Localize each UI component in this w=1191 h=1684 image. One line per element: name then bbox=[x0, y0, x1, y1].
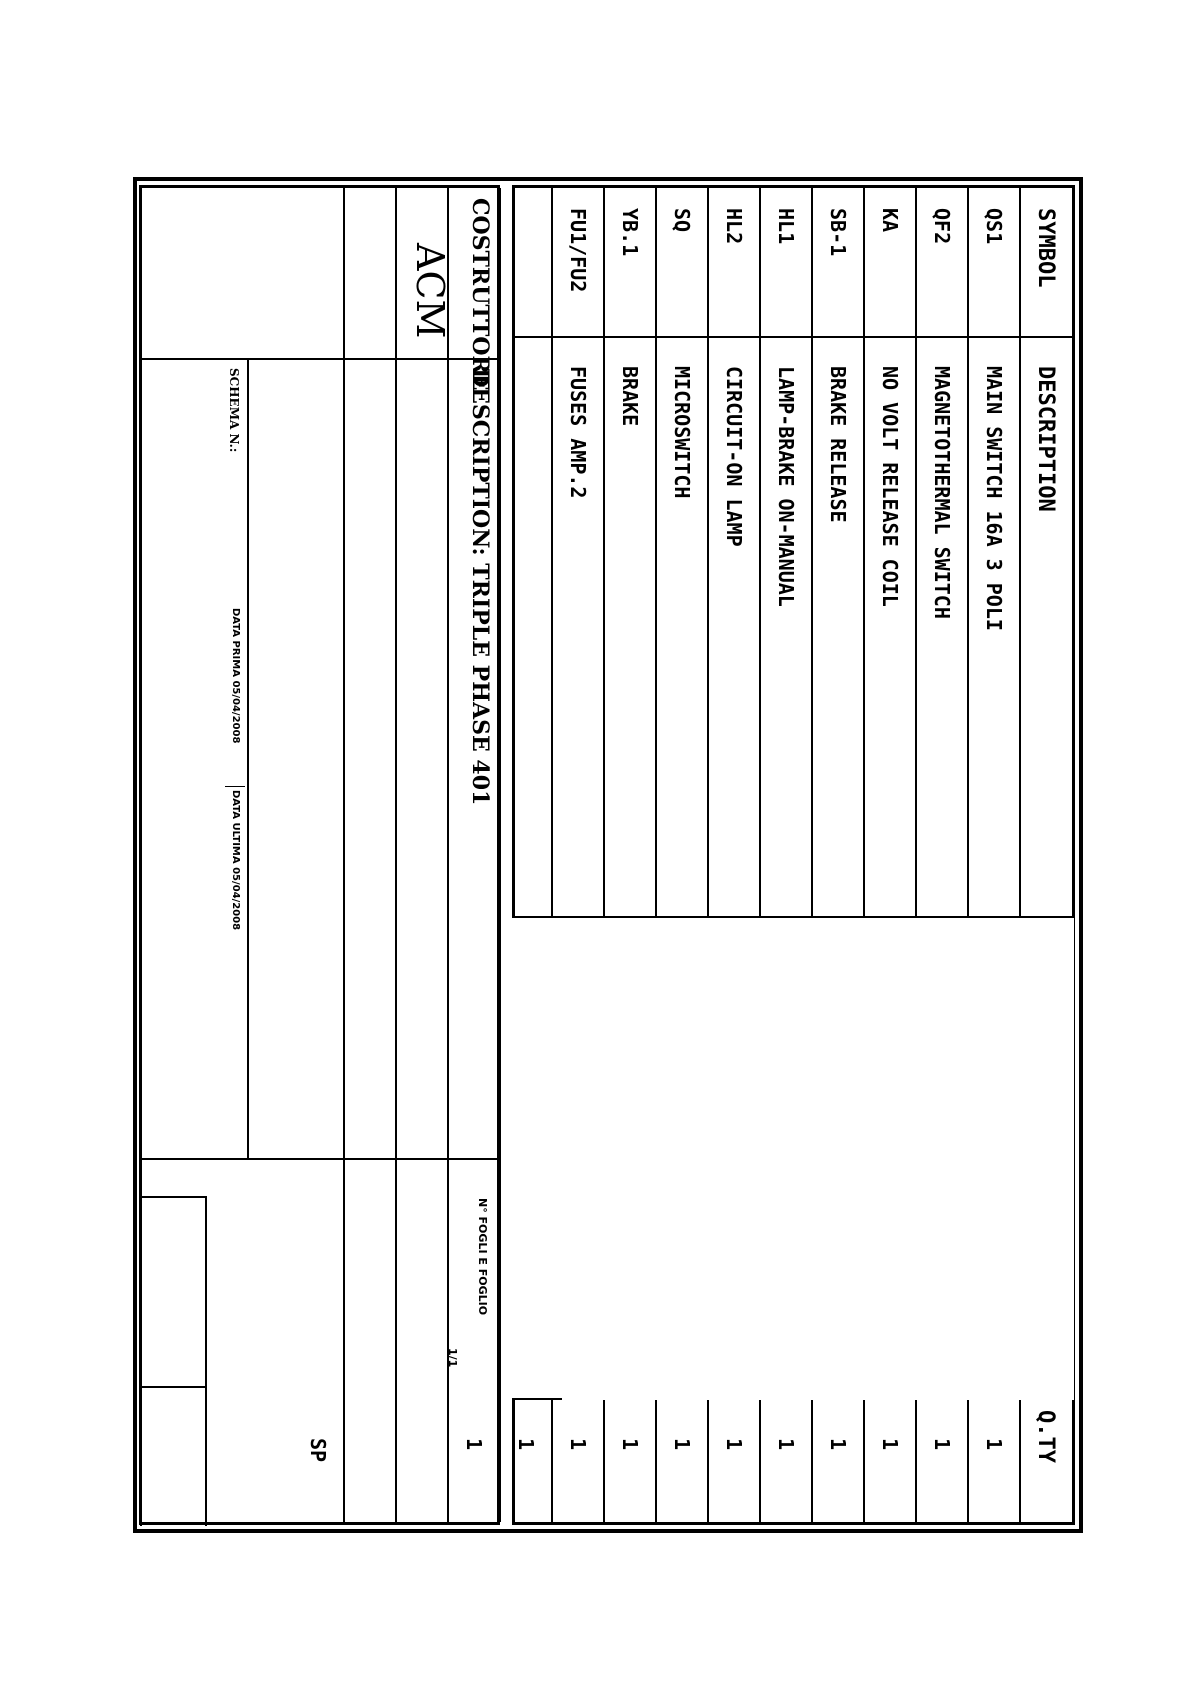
blank-panel-cell-1 bbox=[512, 916, 562, 1150]
constructor-label: COSTRUTTORE bbox=[467, 198, 493, 391]
sheet-label: N° FOGLI E FOGLIO bbox=[476, 1198, 489, 1316]
cell-description: BRAKE RELEASE bbox=[826, 366, 850, 523]
header-qty: Q.TY bbox=[1033, 1410, 1059, 1463]
cell-symbol: YB.1 bbox=[618, 208, 642, 257]
cell-symbol bbox=[500, 208, 552, 333]
cell-description: CIRCUIT-ON LAMP bbox=[722, 366, 746, 547]
cell-qty: 1 bbox=[566, 1438, 590, 1451]
cell-qty: 1 bbox=[930, 1438, 954, 1451]
cell-qty: 1 bbox=[514, 1438, 538, 1451]
cell-symbol: SB-1 bbox=[826, 208, 850, 257]
blank-panel-upper bbox=[558, 916, 1074, 1400]
drawing-description: DESCRIPTION: TRIPLE PHASE 401 bbox=[467, 368, 493, 806]
cell-description: LAMP-BRAKE ON-MANUAL bbox=[774, 366, 798, 607]
blank-panel-cell-2 bbox=[512, 1146, 562, 1400]
cell-symbol: HL2 bbox=[722, 208, 746, 245]
cell-qty: 1 bbox=[826, 1438, 850, 1451]
constructor-name: ACM bbox=[408, 243, 452, 339]
cell-qty: 1 bbox=[982, 1438, 1006, 1451]
cell-description: MAGNETOTHERMAL SWITCH bbox=[930, 366, 954, 619]
sheet-value: 1/1 bbox=[446, 1348, 459, 1368]
cell-qty: SP bbox=[306, 1438, 330, 1463]
cell-description: MAIN SWITCH 16A 3 POLI bbox=[982, 366, 1006, 631]
date-update: DATA ULTIMA 05/04/2008 bbox=[230, 790, 241, 931]
cell-symbol: SQ bbox=[670, 208, 694, 233]
cell-symbol: FU1/FU2 bbox=[566, 208, 590, 293]
cell-description: NO VOLT RELEASE COIL bbox=[878, 366, 902, 607]
cell-symbol: QS1 bbox=[982, 208, 1006, 245]
cell-symbol: QF2 bbox=[930, 208, 954, 245]
header-symbol: SYMBOL bbox=[1033, 208, 1059, 288]
cell-qty: 1 bbox=[462, 1438, 486, 1451]
cell-qty: 1 bbox=[774, 1438, 798, 1451]
cell-description: MICROSWITCH bbox=[670, 366, 694, 499]
date-first: DATA PRIMA 05/04/2008 bbox=[230, 608, 241, 744]
header-description: DESCRIPTION bbox=[1033, 366, 1059, 512]
cell-qty: 1 bbox=[878, 1438, 902, 1451]
cell-qty: 1 bbox=[670, 1438, 694, 1451]
cell-symbol: KA bbox=[878, 208, 902, 233]
cell-symbol: HL1 bbox=[774, 208, 798, 245]
scheme-number: SCHEMA N.: bbox=[227, 368, 241, 453]
cell-description: FUSES AMP.2 bbox=[566, 366, 590, 499]
cell-qty: 1 bbox=[722, 1438, 746, 1451]
cell-qty: 1 bbox=[618, 1438, 642, 1451]
title-block bbox=[139, 185, 500, 1525]
cell-description: BRAKE bbox=[618, 366, 642, 427]
drawing-sheet bbox=[133, 177, 1083, 1533]
